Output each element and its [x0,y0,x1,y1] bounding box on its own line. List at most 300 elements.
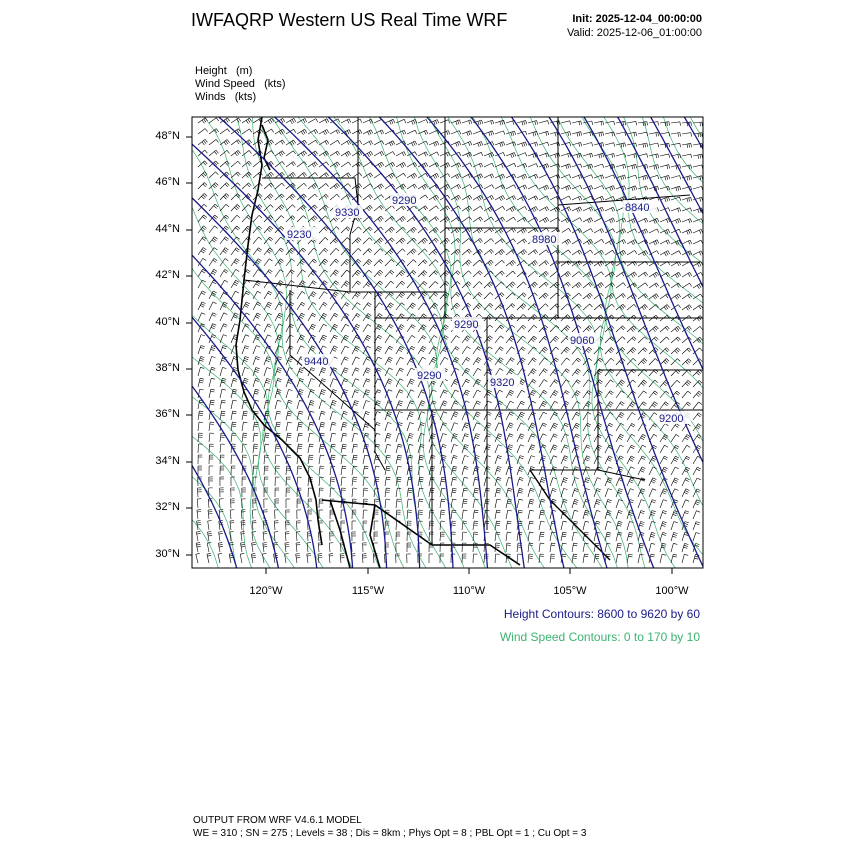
wind-barb [330,411,336,420]
wind-barb [396,466,402,475]
wind-barb [440,401,447,409]
wind-barb [297,433,303,442]
wind-barb [638,272,648,277]
wind-barb [253,378,259,387]
wind-barb [220,488,224,497]
wind-barb [319,466,324,475]
wind-barb [539,207,549,212]
wind-barb [330,346,338,354]
wind-barb [220,389,226,398]
wind-barb [418,184,428,190]
wind-barb [396,532,400,541]
wind-barb [429,303,438,310]
wind-barb [363,532,367,541]
wind-barb [517,142,527,147]
wind-barb [638,500,645,508]
wind-barb [605,326,614,332]
wind-barb [308,444,314,453]
wind-barb [440,357,448,365]
wind-barb [230,510,234,519]
wind-barb [616,554,622,563]
wind-barb [264,477,268,486]
wind-barb [319,400,326,409]
wind-barb [473,195,483,201]
wind-barb [242,346,249,354]
wind-barb [693,186,703,190]
wind-barb [506,206,516,212]
wind-barb [319,335,327,343]
wind-barb [462,499,468,508]
wind-barb [517,554,522,563]
wind-barb [352,390,359,398]
wind-barb [605,207,615,212]
wind-barb [616,500,623,509]
wind-barb [198,280,206,288]
wind-barb [539,153,549,158]
wind-barb [605,218,615,223]
wind-barb [638,380,647,387]
wind-barb [297,291,305,299]
wind-barb [693,251,703,256]
wind-barb [539,131,549,135]
wind-barb [627,348,636,355]
wind-barb [473,499,479,508]
wind-barb [396,249,405,255]
wind-barb [220,477,224,486]
wind-barb [220,324,227,332]
wind-barb [308,499,312,508]
wind-barb [319,444,325,453]
wind-barb [341,238,350,245]
wind-barb [451,347,459,355]
wind-barb [374,184,384,190]
wind-barb [286,433,292,442]
wind-barb [528,456,535,464]
wind-barb [660,543,666,552]
wind-barb [517,445,524,453]
wind-barb [231,161,240,167]
wind-barb [330,324,338,332]
wind-barb [198,237,207,244]
wind-barb [363,238,372,244]
wind-barb [286,499,290,508]
wind-barb [451,303,460,310]
wind-barb [550,434,558,442]
wind-barb [253,357,260,366]
wind-barbs [196,118,703,563]
wind-barb [671,283,681,288]
wind-barb [297,444,302,453]
wind-barb [253,302,261,310]
wind-barb [484,239,494,245]
wind-barb [671,176,681,180]
wind-barb [385,412,392,421]
wind-barb [660,326,669,332]
wind-barb [528,488,534,497]
wind-barb [539,142,549,146]
wind-barb [407,325,415,332]
wind-barb [407,173,417,178]
wind-barb [429,141,439,146]
wind-barb [297,510,301,519]
wind-barb [539,293,548,299]
lon-label: 100°W [655,585,689,597]
wind-barb [649,294,659,300]
wind-barb [495,423,502,431]
wind-barb [253,389,259,398]
wind-barb [616,380,625,387]
wind-barb [198,444,203,453]
wind-speed-contour-line [0,97,224,588]
wind-barb [352,346,360,354]
wind-barb [297,411,303,420]
wind-barb [451,412,458,420]
wind-barb [517,304,526,311]
wind-barb [242,411,248,420]
wind-barb [396,292,405,299]
wind-barb [231,248,240,255]
wind-barb [616,402,624,409]
wind-barb [594,499,601,508]
wind-barb [385,444,391,453]
wind-barb [220,259,228,267]
lon-label: 110°W [452,585,486,597]
wind-barb [605,196,615,200]
wind-barb [473,347,481,354]
wind-barb [484,163,494,167]
wind-barb [286,270,295,277]
contour-label [415,368,445,382]
wind-barb [671,272,681,278]
contour-label [657,411,691,425]
wind-barb [253,215,262,222]
wind-barb [363,324,371,332]
wind-barb [561,239,571,245]
wind-barb [594,304,603,310]
plot-title: IWFAQRP Western US Real Time WRF [191,10,508,30]
wind-barb [638,467,646,475]
height-contours [0,97,850,588]
wind-barb [616,164,626,169]
wind-barb [275,270,283,277]
wind-barb [264,368,271,377]
wind-barb [319,488,324,497]
wind-barb [319,173,329,178]
wind-barb [528,379,536,387]
wind-barb [374,270,383,277]
wind-barb [594,164,604,168]
wind-barb [319,227,328,233]
wind-speed-contour-line [612,97,850,588]
wind-barb [220,367,226,376]
wind-barb [649,521,656,530]
wind-barb [242,400,248,409]
wind-barb [242,488,246,497]
wind-barb [330,151,340,156]
wind-barb [308,488,312,497]
wind-barb [649,326,658,332]
wind-barb [605,521,611,530]
wind-barb [407,119,417,124]
wind-barb [561,467,568,475]
wind-barb [627,413,635,421]
wind-barb [396,227,405,233]
wind-barb [330,270,339,277]
wind-barb [385,532,389,541]
wind-barb [539,369,548,376]
wind-barb [572,369,581,376]
wind-barb [451,336,460,343]
wind-barb [583,153,593,157]
wind-barb [396,444,402,453]
wind-barb [429,206,439,211]
wind-barb [296,554,301,564]
wind-barb [451,249,460,255]
wind-barb [363,488,368,497]
wind-barb [275,510,279,519]
wind-barb [330,313,338,321]
wind-barb [275,422,281,431]
wind-barb [506,293,515,299]
wind-barb [396,357,404,365]
wind-barb [605,358,614,365]
wind-barb [363,466,368,475]
wind-barb [605,391,614,398]
wind-barb [319,368,326,376]
wind-barb [242,335,249,343]
wind-barb [583,282,593,288]
wind-barb [660,402,669,409]
wind-barb [594,478,601,486]
wind-barb [649,132,659,136]
wind-barb [208,521,212,531]
wind-barb [462,206,472,212]
wind-barb [506,358,514,365]
wind-barb [396,216,406,222]
wind-barb [495,196,505,201]
wind-speed-contour-line [767,97,850,588]
wind-barb [396,238,405,244]
wind-barb [473,152,483,156]
wind-barb [572,196,582,201]
wind-barb [462,510,467,519]
wind-barb [506,228,516,233]
wind-barb [363,259,372,266]
wind-barb [242,183,251,189]
wind-barb [638,391,647,398]
wind-barb [539,217,549,222]
wind-barb [693,467,701,475]
wind-speed-contour-line [265,97,524,588]
wind-barb [594,510,600,519]
wind-barb [396,510,401,519]
wind-barb [528,369,536,376]
wind-barb [616,326,625,332]
wind-barb [363,335,371,343]
wind-barb [352,488,357,497]
wind-barb [341,270,350,277]
wind-barb [495,142,505,147]
wind-barb [418,401,425,409]
wind-barb [572,380,581,387]
wind-barb [341,433,347,442]
wind-barb [451,466,457,475]
wind-barb [660,175,670,180]
wind-barb [340,554,344,563]
wind-barb [506,260,516,266]
wind-barb [286,118,296,124]
wind-barb [407,303,416,310]
wind-barb [671,251,681,255]
wind-barb [671,380,680,387]
wind-barb [253,335,260,343]
wind-barb [627,337,636,343]
wind-barb [198,378,204,387]
wind-barb [396,281,405,288]
wind-barb [660,522,667,531]
wind-barb [451,238,461,244]
wind-barb [286,510,290,519]
wind-barb [561,164,571,169]
wind-barb [251,553,256,563]
wind-barb [308,140,318,145]
wind-barb [196,531,200,541]
wind-barb [275,302,283,310]
wind-barb [682,554,688,563]
wind-barb [583,207,593,211]
wind-barb [297,477,302,486]
wind-barb [253,433,258,442]
wind-barb [242,444,247,453]
wind-barb [682,511,689,519]
wind-barb [528,185,538,189]
wind-barb [198,455,202,464]
wind-barb [264,499,268,508]
wind-barb [550,554,555,563]
wind-barb [550,488,557,497]
wind-barb [638,186,648,191]
wind-barb [352,357,360,365]
wind-barb [220,378,226,387]
wind-barb [649,359,658,366]
wind-barb [407,499,412,508]
wind-barb [517,120,527,125]
wind-barb [275,140,285,145]
wind-barb [473,521,478,530]
wind-barb [275,162,285,168]
wind-barb [539,261,549,267]
wind-barb [220,269,228,277]
wind-barb [660,532,666,541]
wind-barb [352,433,358,442]
wind-barb [506,304,515,311]
wind-barb [240,553,244,563]
wind-barb [209,466,213,475]
wind-barb [341,444,347,453]
wind-barb [252,521,256,530]
wind-barb [385,227,394,233]
wind-barb [341,119,351,124]
wind-barb [517,293,526,299]
wind-barb [693,478,701,486]
wind-barb [649,532,655,541]
wind-barb [385,455,391,464]
wind-barb [198,335,205,343]
wind-barb [495,347,504,354]
wind-barb [341,422,347,431]
wind-barb [528,445,535,453]
wind-barb [572,250,582,255]
wind-barb [693,533,700,542]
wind-barb [319,183,329,189]
wind-barb [274,521,278,530]
wind-barb [594,239,604,244]
wind-barb [462,185,472,190]
wind-barb [484,282,493,288]
wind-barb [682,380,691,387]
wind-barb [341,368,348,376]
wind-barb [495,499,501,508]
wind-barb [352,173,362,178]
wind-barb [616,283,626,288]
wind-barb [649,154,659,158]
wind-barb [275,205,284,211]
wind-barb [605,337,614,344]
wind-barb [616,445,624,453]
wind-barb [649,240,659,245]
wind-barb [462,554,466,563]
wind-barb [418,152,428,157]
wind-barb [473,260,482,266]
wind-barb [385,281,394,288]
wind-barb [319,455,324,464]
height-contour-line [0,97,282,588]
wind-barb [209,291,217,299]
wind-barb [671,522,678,531]
wind-barb [330,521,334,530]
wind-barb [418,206,428,211]
wind-barb [341,151,351,157]
wind-barb [550,423,558,431]
wind-barb [196,542,201,552]
wind-barb [484,293,493,300]
wind-barb [363,141,373,146]
wind-barb [341,292,350,299]
wind-barb [693,305,703,310]
wind-barb [429,152,439,156]
wind-barb [462,260,471,266]
wind-barb [297,129,307,135]
wind-barb [352,455,358,464]
wind-barb [528,325,537,332]
wind-barb [638,434,646,442]
wind-barb [561,347,570,354]
wind-barb [473,271,482,277]
wind-barb [638,511,645,520]
contour-label [488,375,520,389]
wind-barb [363,510,367,519]
wind-barb [275,368,282,377]
wind-barb [396,499,401,508]
wind-barb [285,543,290,552]
wind-barb [627,250,637,255]
wind-barb [682,143,692,148]
wind-barb [528,164,538,168]
wind-barb [385,466,391,475]
wind-barb [231,215,240,222]
wind-barb [649,500,656,508]
wind-barb [242,422,247,431]
